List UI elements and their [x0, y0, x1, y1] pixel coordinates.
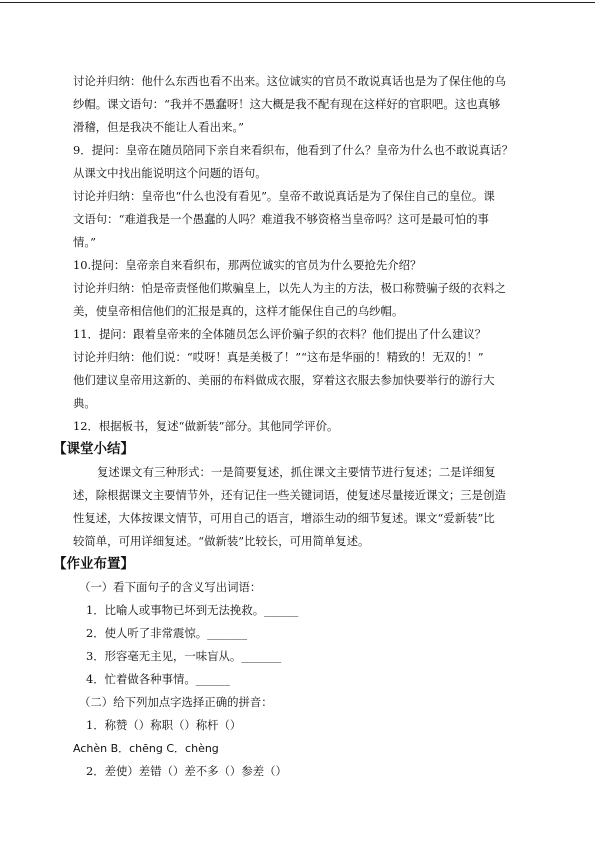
text-line: 纱帽。课文语句：“我并不愚蠢呀！这大概是我不配有现在这样好的官职吧。这也真够	[73, 97, 501, 111]
text-line: 他们建议皇帝用这新的、美丽的布料做成衣服，穿着这衣服去参加快要举行的游行大	[73, 373, 495, 387]
text-line: 滑稽，但是我决不能让人看出来。”	[73, 120, 244, 134]
homework-item: 1．比喻人或事物已坏到无法挽救。______	[86, 603, 299, 617]
homework-part-title: （二）给下列加点字选择正确的拼音：	[79, 695, 273, 709]
text-line: 讨论并归纳：他们说：“哎呀！真是美极了！”“这布是华丽的！精致的！无双的！”	[73, 350, 484, 364]
text-line: 性复述，大体按课文情节，可用自己的语言，增添生动的细节复述。课文“爱新装”比	[73, 511, 495, 525]
document-body	[53, 70, 535, 783]
text-line: 10.提问：皇帝亲自来看织布，那两位诚实的官员为什么要抢先介绍？	[73, 258, 422, 272]
homework-item: 3．形容毫无主见，一味盲从。_______	[86, 649, 282, 663]
pinyin-options: Achèn B．chēng C．chèng	[73, 742, 219, 755]
summary-paragraph	[73, 461, 535, 553]
top-rule	[0, 2, 595, 3]
discussion-section	[73, 70, 535, 438]
summary-heading: 【课堂小结】	[53, 441, 134, 457]
text-line: 12．根据板书，复述“做新装”部分。其他同学评价。	[73, 419, 339, 433]
text-line: 复述课文有三种形式：一是简要复述，抓住课文主要情节进行复述；二是详细复	[97, 465, 496, 479]
text-line: 情。”	[73, 235, 96, 249]
homework-item: 2．使人听了非常震惊。_______	[86, 626, 248, 640]
homework-item: 2．差使）差错（）差不多（）参差（）	[86, 764, 287, 778]
text-line: 11．提问：跟着皇帝来的全体随员怎么评价骗子织的衣料？他们提出了什么建议？	[73, 327, 487, 341]
text-line: 典。	[73, 396, 96, 410]
text-line: 讨论并归纳：怕是帝责怪他们欺骗皇上，以先人为主的方法，极口称赞骗子级的衣料之	[73, 281, 506, 295]
homework-item: 1．称赞（）称职（）称杆（）	[86, 718, 242, 732]
text-line: 美，使皇帝相信他们的汇报是真的，这样才能保住自己的乌纱帽。	[73, 304, 404, 318]
homework-item: 4．忙着做各种事情。______	[86, 672, 230, 686]
text-line: 讨论并归纳：皇帝也“什么也没有看见”。皇帝不敢说真话是为了保住自己的皇位。课	[73, 189, 495, 203]
text-line: 述，除根据课文主要情节外，还有记住一些关键词语，使复述尽量接近课文；三是创造	[73, 488, 506, 502]
text-line: 文语句：“难道我是一个愚蠢的人吗？难道我不够资格当皇帝吗？这可是最可怕的事	[73, 212, 489, 226]
homework-heading: 【作业布置】	[53, 556, 134, 572]
text-line: 从课文中找出能说明这个问题的语句。	[73, 166, 267, 180]
text-line: 讨论并归纳：他什么东西也看不出来。这位诚实的官员不敢说真话也是为了保住他的乌	[73, 74, 506, 88]
homework-section	[73, 576, 535, 783]
homework-part-title: （一）看下面句子的含义写出词语：	[79, 580, 262, 594]
text-line: 9．提问：皇帝在随员陪同下亲自来看织布，他看到了什么？皇帝为什么也不敢说真话？	[73, 143, 514, 157]
text-line: 较简单，可用详细复述。“做新装”比较长，可用简单复述。	[73, 534, 370, 548]
